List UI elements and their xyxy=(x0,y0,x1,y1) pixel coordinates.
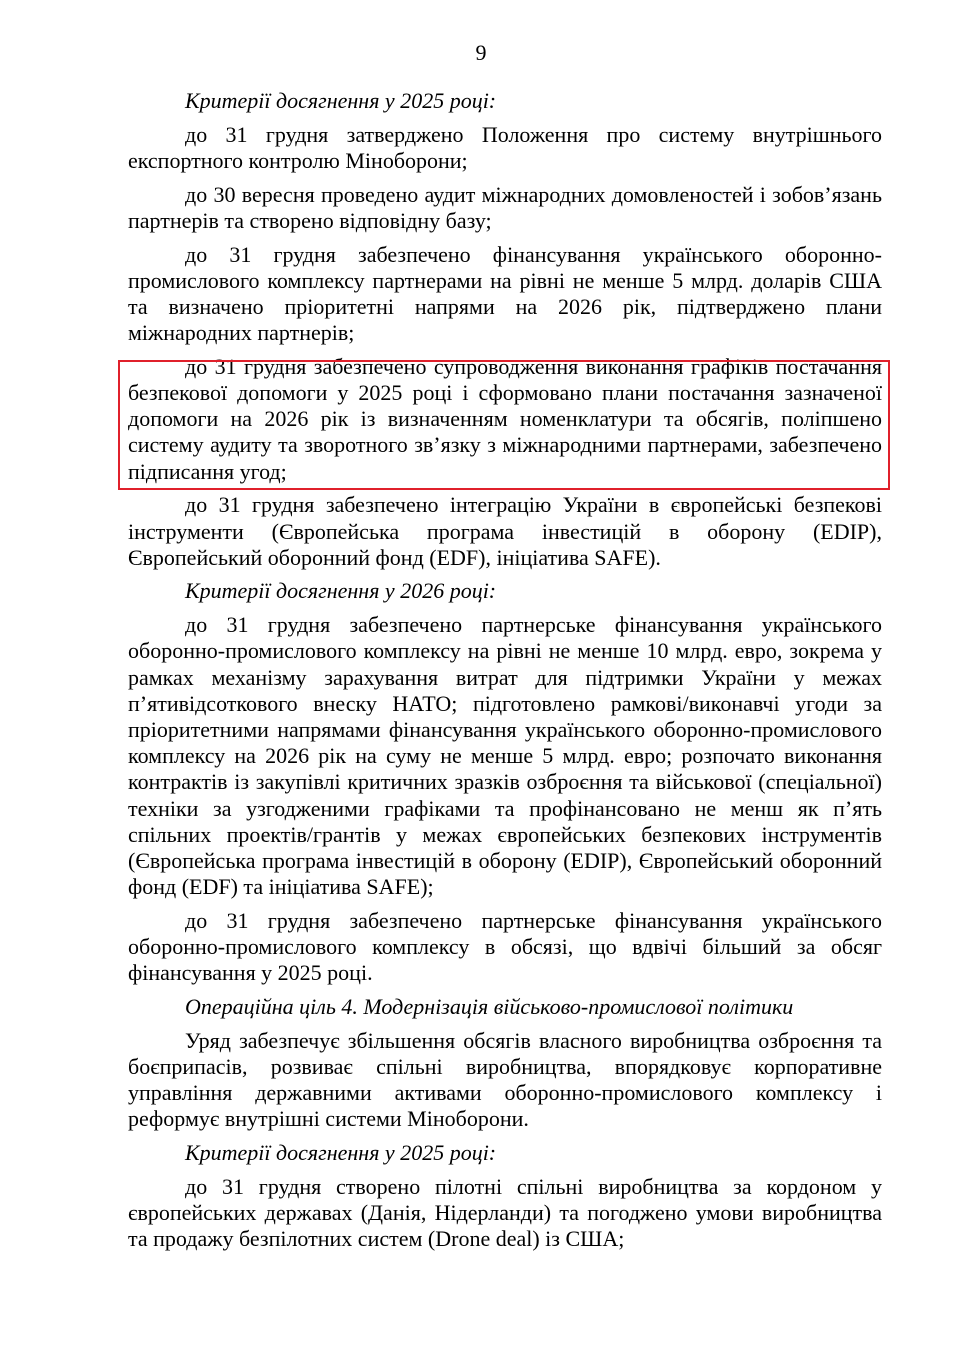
paragraph-financing-double: до 31 грудня забезпечено партнерське фінансування українського оборонно-промислового комплексу в обсязі, що вдвічі більший за обсяг фінансування у 2025 році. xyxy=(128,907,882,986)
criteria-heading-2025-second: Критерії досягнення у 2025 році: xyxy=(185,1140,497,1166)
page-number: 9 xyxy=(475,40,487,65)
paragraph-export-control: до 31 грудня затверджено Положення про систему внутрішнього експортного контролю Міноборони; xyxy=(128,121,882,173)
document-body xyxy=(128,88,882,1260)
paragraph-financing-10bn-eur: до 31 грудня забезпечено партнерське фінансування українського оборонно-промислового комплексу на рівні не менше 10 млрд. евро, зокрема у рамках механізму зарахування витрат для підтримки України у межах п’ятивідсоткового внеску НАТО; підготовлено рамкові/виконавчі угоди за пріоритетними напрямами фінансування українського оборонно-промислового комплексу на 2026 рік на суму не менше 5 млрд. евро; розпочато виконання контрактів із закупівлі критичних зразків озброєння та військової (спеціальної) техніки за узгодженими графіками та профінансовано не менш як п’ять спільних проектів/грантів у межах європейських безпекових інструментів (Європейська програма інвестицій в оборону (EDIP), Європейський оборонний фонд (EDF) та ініціатива SAFE); xyxy=(128,612,882,900)
paragraph-highlighted-supply: до 31 грудня забезпечено супроводження виконання графіків постачання безпекової допомоги у 2025 році і сформовано плани постачання зазначеної допомоги на 2026 рік із визначенням номенклатури та обсягів, поліпшено систему аудиту та зворотного зв’язку з міжнародними партнерами, забезпечено підписання угод; xyxy=(128,353,882,484)
criteria-heading-2026: Критерії досягнення у 2026 році: xyxy=(185,578,497,604)
paragraph-integration-eu: до 31 грудня забезпечено інтеграцію України в європейські безпекові інструменти (Європейська програма інвестицій в оборону (EDIP), Європейський оборонний фонд (EDF), ініціатива SAFE). xyxy=(128,492,882,570)
paragraph-audit: до 30 вересня проведено аудит міжнародних домовленостей і зобов’язань партнерів та створено відповідну базу; xyxy=(128,181,882,233)
paragraph-pilot-production: до 31 грудня створено пілотні спільні виробництва за кордоном у європейських державах (Данія, Нідерланди) та погоджено умови виробництва та продажу безпілотних систем (Drone deal) із США; xyxy=(128,1173,882,1252)
paragraph-government-production: Уряд забезпечує збільшення обсягів власного виробництва озброєння та боєприпасів, розвиває спільні виробництва, впорядковує корпоративне управління державними активами оборонно-промислового комплексу і реформує внутрішні системи Міноборони. xyxy=(128,1027,882,1132)
criteria-heading-2025: Критерії досягнення у 2025 році: xyxy=(185,88,497,113)
paragraph-financing-5bn-usd: до 31 грудня забезпечено фінансування українського оборонно-промислового комплексу партнерами на рівні не менше 5 млрд. доларів США та визначено пріоритетні напрями на 2026 рік, підтверджено плани міжнародних партнерів; xyxy=(128,241,882,346)
operational-goal-heading: Операційна ціль 4. Модернізація військово-промислової політики xyxy=(185,994,794,1019)
